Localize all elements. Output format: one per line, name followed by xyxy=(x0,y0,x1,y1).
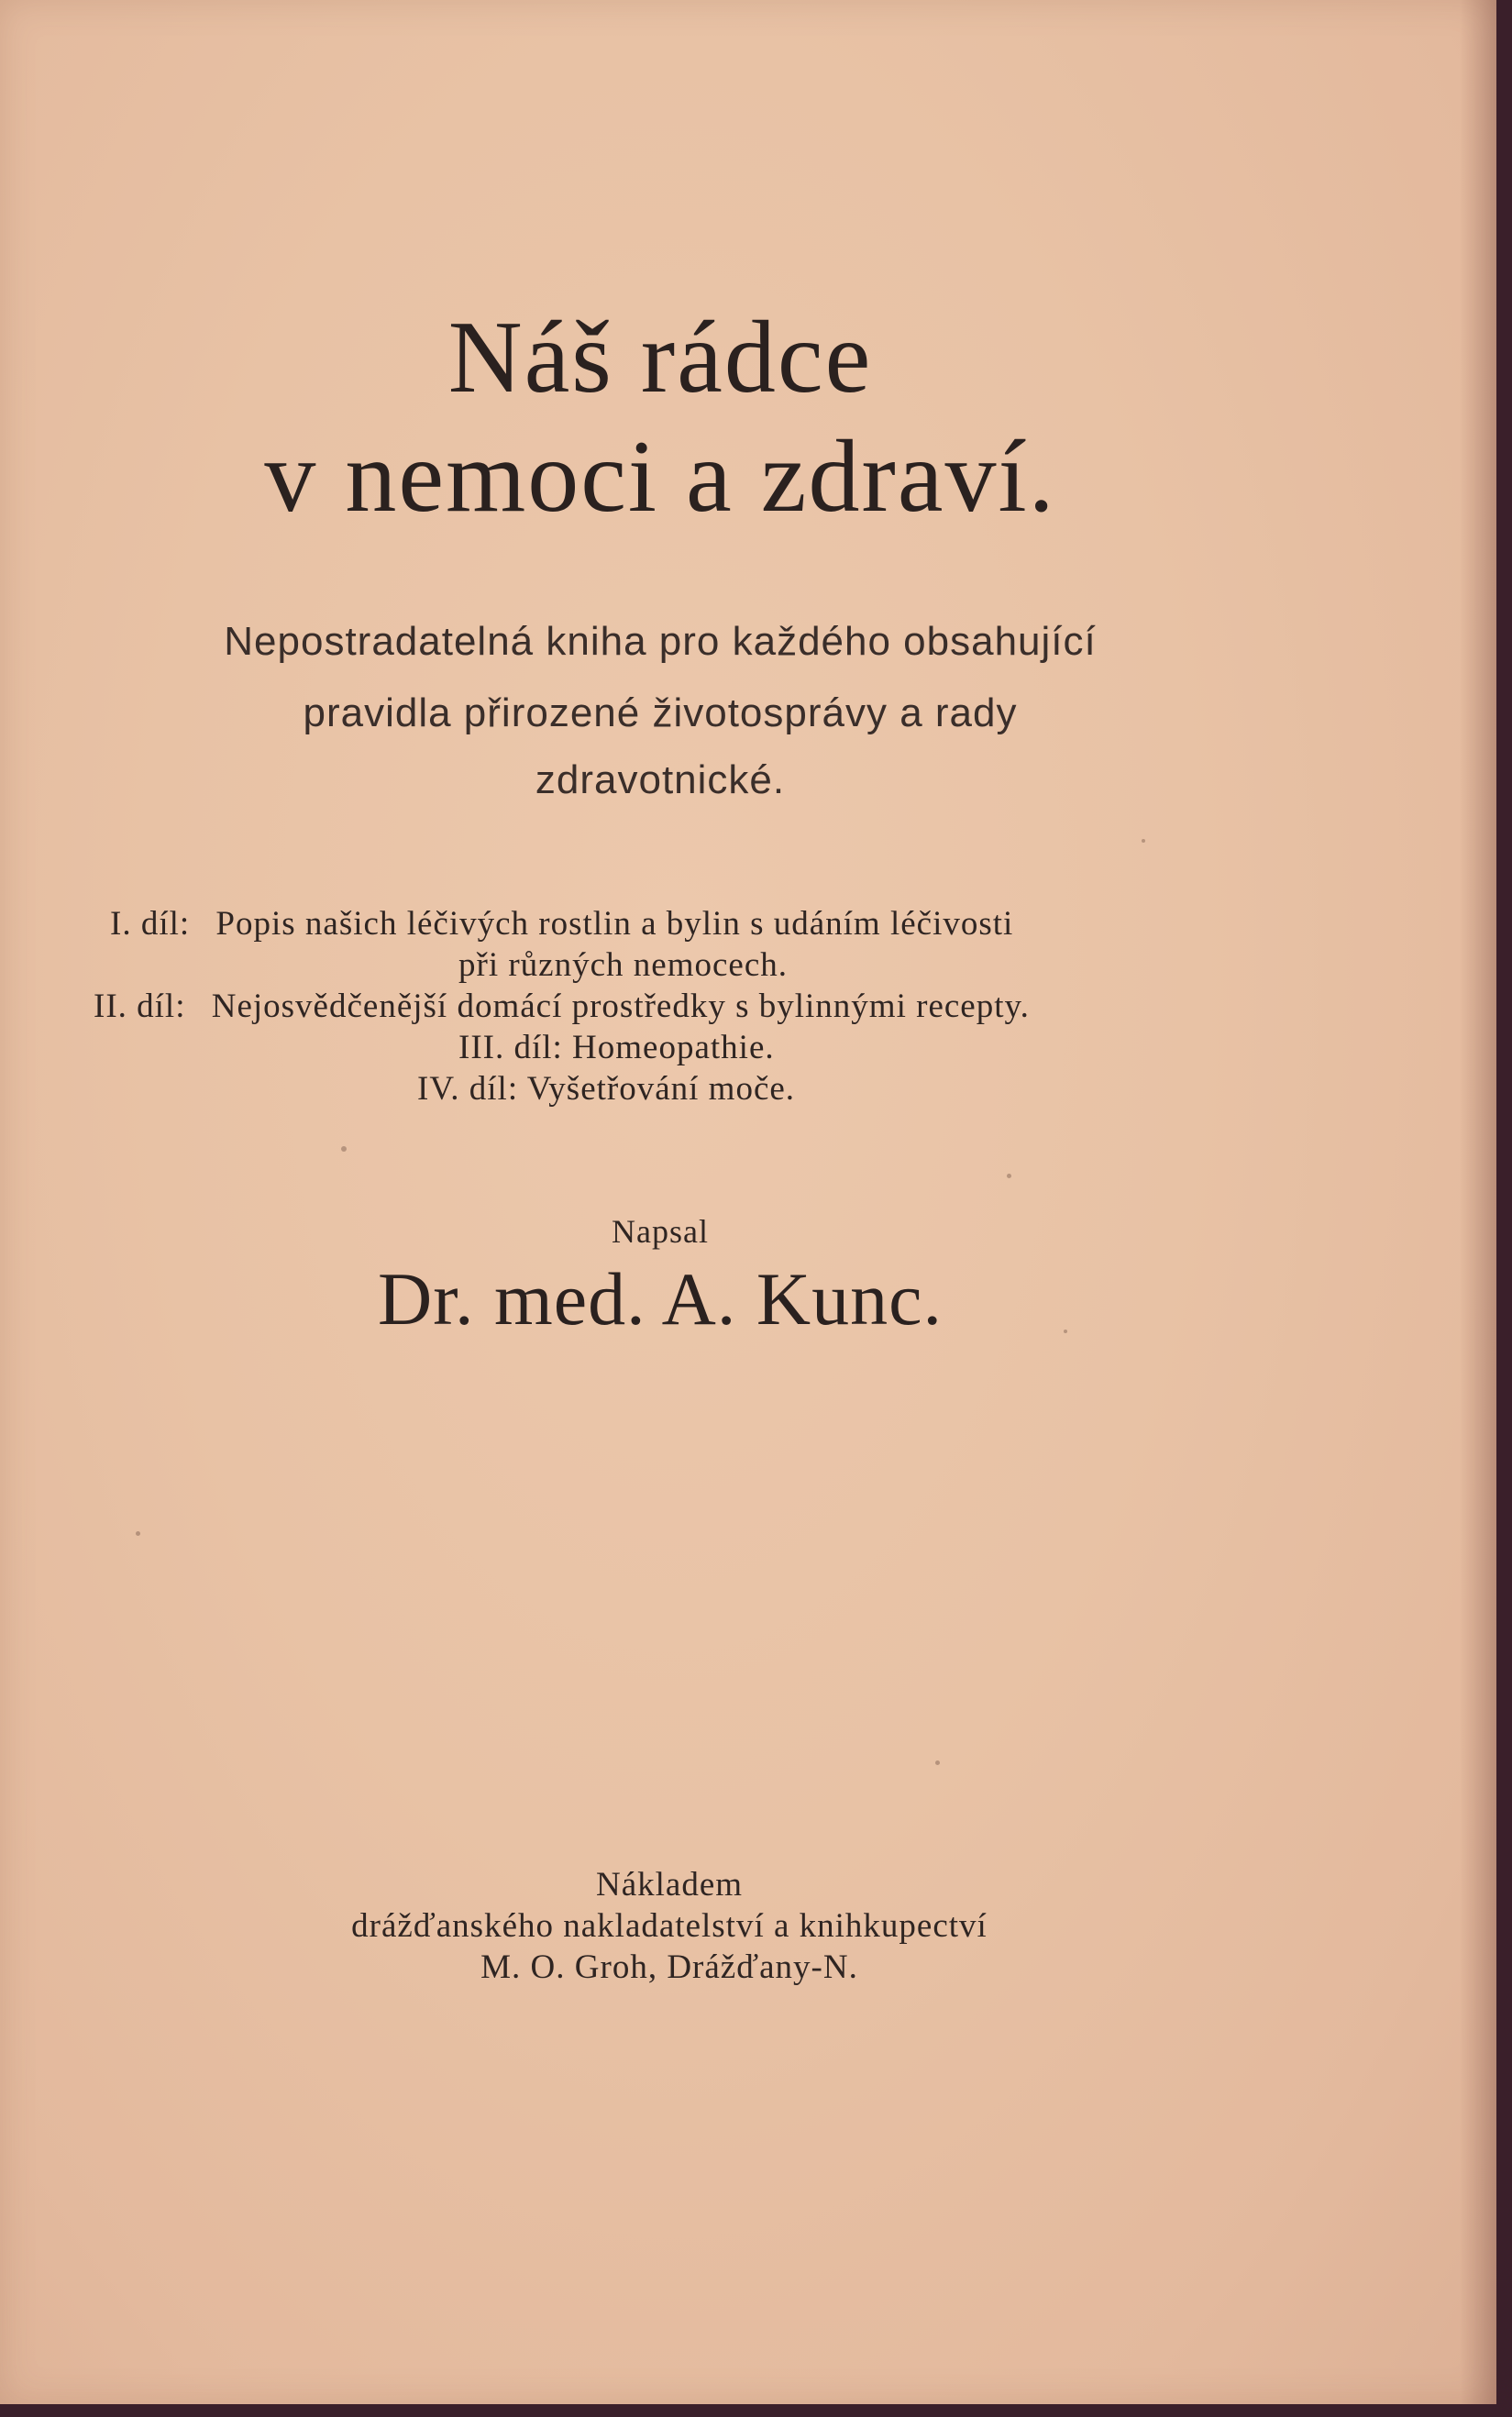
part-1-continued xyxy=(458,944,788,987)
publisher-line-3: M. O. Groh, Drážďany-N. xyxy=(480,1948,858,1986)
book-title-line-1: Náš rádce xyxy=(447,301,873,414)
paper-speck xyxy=(935,1760,940,1765)
book-title-line-2: v nemoci a zdraví. xyxy=(264,420,1056,534)
part-2 xyxy=(94,986,1030,1028)
subtitle-line-3: zdravotnické. xyxy=(535,757,786,802)
part-label: I. díl: xyxy=(110,905,191,943)
part-1 xyxy=(110,903,1013,945)
publisher-line-2: drážďanského nakladatelství a knihkupectví xyxy=(351,1907,988,1945)
subtitle-line-1: Nepostradatelná kniha pro každého obsahující xyxy=(224,619,1097,664)
publisher-line-1: Nákladem xyxy=(595,1866,744,1904)
parts-list xyxy=(0,0,1496,1192)
part-4 xyxy=(417,1068,795,1110)
part-text: při různých nemocech. xyxy=(458,946,788,984)
part-text: III. díl: Homeopathie. xyxy=(458,1029,775,1066)
part-text: Nejosvědčenější domácí prostředky s bylinnými recepty. xyxy=(211,988,1030,1025)
author-name: Dr. med. A. Kunc. xyxy=(378,1257,943,1341)
byline-label: Napsal xyxy=(612,1213,709,1250)
subtitle-line-2: pravidla přirozené životosprávy a rady xyxy=(303,690,1018,735)
part-label: II. díl: xyxy=(94,988,186,1025)
paper-speck xyxy=(136,1531,140,1536)
part-text: IV. díl: Vyšetřování moče. xyxy=(417,1070,796,1108)
part-3 xyxy=(458,1027,775,1069)
part-text: Popis našich léčivých rostlin a bylin s udáním léčivosti xyxy=(215,905,1014,943)
